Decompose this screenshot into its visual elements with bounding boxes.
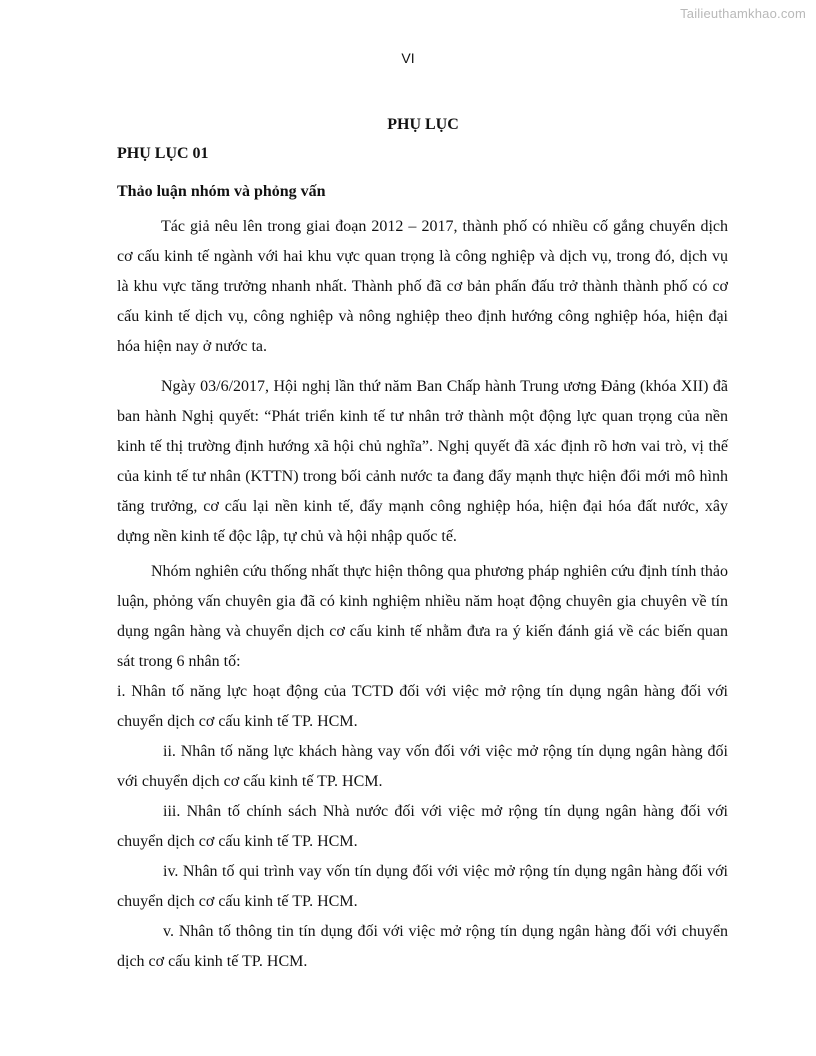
factor-item-1: i. Nhân tố năng lực hoạt động của TCTD đối với việc mở rộng tín dụng ngân hàng đối với chuyển dịch cơ cấu kinh tế TP. HCM. xyxy=(117,683,728,730)
paragraph-3: Nhóm nghiên cứu thống nhất thực hiện thông qua phương pháp nghiên cứu định tính thảo luận, phỏng vấn chuyên gia đã có kinh nghiệm nhiều năm hoạt động chuyên gia chuyên về tín dụng ngân hàng và chuyển dịch cơ cấu kinh tế nhằm đưa ra ý kiến đánh giá về các biến quan sát trong 6 nhân tố: xyxy=(117,563,728,670)
factor-item-4: iv. Nhân tố qui trình vay vốn tín dụng đối với việc mở rộng tín dụng ngân hàng đối với chuyển dịch cơ cấu kinh tế TP. HCM. xyxy=(117,863,728,910)
factor-item-3: iii. Nhân tố chính sách Nhà nước đối với việc mở rộng tín dụng ngân hàng đối với chuyển dịch cơ cấu kinh tế TP. HCM. xyxy=(117,803,728,850)
factor-item-5: v. Nhân tố thông tin tín dụng đối với việc mở rộng tín dụng ngân hàng đối với chuyển dịch cơ cấu kinh tế TP. HCM. xyxy=(117,923,728,970)
section-heading: Thảo luận nhóm và phỏng vấn xyxy=(117,183,326,200)
page-number: VI xyxy=(401,50,415,66)
page-title: PHỤ LỤC xyxy=(387,116,459,133)
paragraph-1: Tác giả nêu lên trong giai đoạn 2012 – 2017, thành phố có nhiều cố gắng chuyển dịch cơ cấu kinh tế ngành với hai khu vực quan trọng là công nghiệp và dịch vụ, trong đó, dịch vụ là khu vực tăng trưởng nhanh nhất. Thành phố đã cơ bản phấn đấu trở thành thành phố có cơ cấu kinh tế dịch vụ, công nghiệp và nông nghiệp theo định hướng công nghiệp hóa, hiện đại hóa hiện nay ở nước ta. xyxy=(117,218,728,355)
appendix-heading: PHỤ LỤC 01 xyxy=(117,145,209,162)
factor-item-2: ii. Nhân tố năng lực khách hàng vay vốn đối với việc mở rộng tín dụng ngân hàng đối với chuyển dịch cơ cấu kinh tế TP. HCM. xyxy=(117,743,728,790)
watermark-text: Tailieuthamkhao.com xyxy=(680,6,806,21)
paragraph-2: Ngày 03/6/2017, Hội nghị lần thứ năm Ban Chấp hành Trung ương Đảng (khóa XII) đã ban hành Nghị quyết: “Phát triển kinh tế tư nhân trở thành một động lực quan trọng của nền kinh tế thị trường định hướng xã hội chủ nghĩa”. Nghị quyết đã xác định rõ hơn vai trò, vị thế của kinh tế tư nhân (KTTN) trong bối cảnh nước ta đang đẩy mạnh thực hiện đổi mới mô hình tăng trưởng, cơ cấu lại nền kinh tế, đẩy mạnh công nghiệp hóa, hiện đại hóa đất nước, xây dựng nền kinh tế độc lập, tự chủ và hội nhập quốc tế. xyxy=(117,378,728,545)
